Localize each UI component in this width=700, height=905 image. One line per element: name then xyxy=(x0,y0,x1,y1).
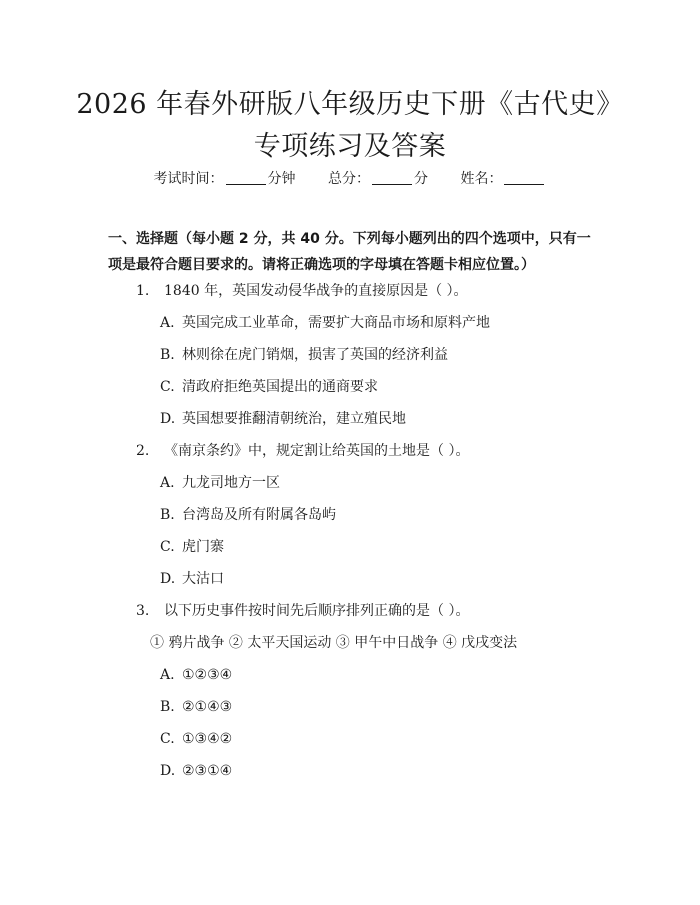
question-1-option-d xyxy=(160,409,406,429)
question-number: 3. xyxy=(136,603,150,619)
question-2 xyxy=(136,441,469,461)
exam-info-row xyxy=(0,168,700,188)
question-2-option-b xyxy=(160,505,336,525)
total-score-blank xyxy=(372,170,412,185)
question-1-option-b xyxy=(160,345,448,365)
question-number: 2. xyxy=(136,443,150,459)
question-1 xyxy=(136,281,468,301)
option-text: 虎门寨 xyxy=(182,539,224,555)
question-2-option-a xyxy=(160,473,280,493)
option-letter: A. xyxy=(160,667,175,683)
exam-time-field xyxy=(154,171,296,187)
total-score-unit: 分 xyxy=(414,171,428,187)
name-blank xyxy=(504,170,544,185)
option-text: 九龙司地方一区 xyxy=(182,475,280,491)
question-text: 《南京条约》中，规定割让给英国的土地是（ ）。 xyxy=(164,443,470,459)
option-letter: A. xyxy=(160,475,175,491)
option-letter: C. xyxy=(160,539,175,555)
exam-time-label: 考试时间： xyxy=(153,171,224,187)
question-number: 1. xyxy=(136,283,150,299)
question-3-option-b xyxy=(160,697,232,717)
option-letter: D. xyxy=(160,571,176,587)
exam-time-unit: 分钟 xyxy=(267,171,296,187)
option-letter: B. xyxy=(160,507,175,523)
option-letter: C. xyxy=(160,731,175,747)
option-letter: B. xyxy=(160,699,175,715)
option-text: ②③①④ xyxy=(182,763,233,779)
exam-time-blank xyxy=(226,170,266,185)
option-text: 英国想要推翻清朝统治，建立殖民地 xyxy=(182,411,406,427)
option-text: 台湾岛及所有附属各岛屿 xyxy=(182,507,336,523)
name-field xyxy=(460,171,546,187)
option-text: 林则徐在虎门销烟，损害了英国的经济利益 xyxy=(182,347,448,363)
name-label: 姓名： xyxy=(460,171,503,187)
question-1-option-c xyxy=(160,377,378,397)
option-letter: D. xyxy=(160,763,176,779)
question-3-option-a xyxy=(160,665,232,685)
option-text: 清政府拒绝英国提出的通商要求 xyxy=(182,379,378,395)
option-text: ②①④③ xyxy=(182,699,233,715)
question-2-option-c xyxy=(160,537,224,557)
option-text: 大沽口 xyxy=(182,571,224,587)
document-title-line-1: 2026 年春外研版八年级历史下册《古代史》 xyxy=(76,89,624,120)
document-title-line-2: 专项练习及答案 xyxy=(253,131,447,162)
question-3 xyxy=(136,601,469,621)
total-score-label: 总分： xyxy=(328,171,370,187)
question-1-option-a xyxy=(160,313,490,333)
question-text: 以下历史事件按时间先后顺序排列正确的是（ ）。 xyxy=(164,603,470,619)
total-score-field xyxy=(328,171,428,187)
option-text: ①②③④ xyxy=(182,667,233,683)
option-text: ①③④② xyxy=(182,731,233,747)
question-3-events: ① 鸦片战争 ② 太平天国运动 ③ 甲午中日战争 ④ 戊戌变法 xyxy=(150,635,518,651)
question-3-option-d xyxy=(160,761,232,781)
section-heading: 一、选择题（每小题 2 分，共 40 分。下列每小题列出的四个选项中，只有一项是最符合题目要求的。请将正确选项的字母填在答题卡相应位置。） xyxy=(108,231,591,273)
question-2-option-d xyxy=(160,569,224,589)
option-letter: A. xyxy=(160,315,175,331)
option-letter: C. xyxy=(160,379,175,395)
option-letter: D. xyxy=(160,411,176,427)
question-3-option-c xyxy=(160,729,232,749)
option-text: 英国完成工业革命，需要扩大商品市场和原料产地 xyxy=(182,315,490,331)
question-text: 1840 年，英国发动侵华战争的直接原因是（ ）。 xyxy=(164,283,468,299)
option-letter: B. xyxy=(160,347,175,363)
